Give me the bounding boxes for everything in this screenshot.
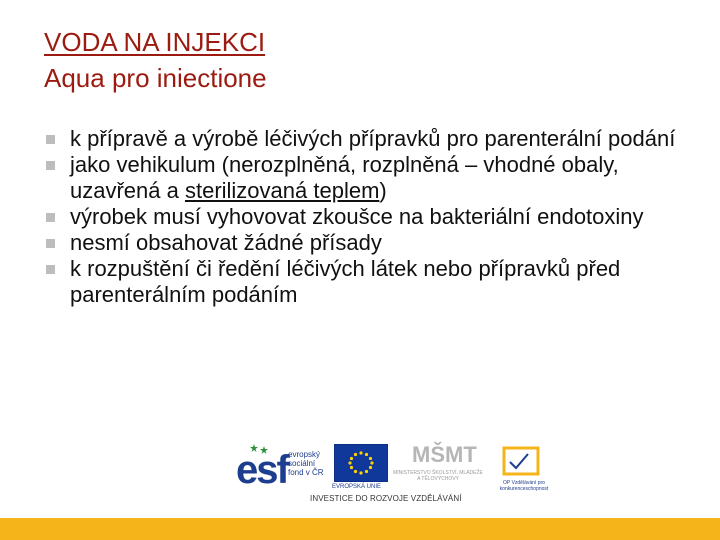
investment-text: INVESTICE DO ROZVOJE VZDĚLÁVÁNÍ: [310, 494, 462, 503]
op-logo: [492, 442, 556, 494]
square-bullet-icon: [46, 161, 55, 170]
underlined-text: sterilizovaná teplem: [184, 178, 380, 203]
slide-subtitle: Aqua pro iniectione: [44, 63, 267, 93]
msmt-text: MINISTERSTVO ŠKOLSTVÍ, MLÁDEŽE A TĚLOVÝCHOVY: [393, 470, 483, 482]
bullet-item: [44, 204, 684, 230]
square-bullet-icon: [46, 239, 55, 248]
eu-flag-logo: [334, 444, 388, 482]
bullet-text: jako vehikulum (nerozplněná, rozplněná – vhodné obaly, uzavřená a: [70, 152, 619, 203]
bullet-list: [44, 126, 684, 308]
square-bullet-icon: [46, 213, 55, 222]
bullet-item: [44, 256, 684, 308]
op-text: OP Vzdělávání pro konkurenceschopnost: [499, 480, 549, 492]
bullet-text: k přípravě a výrobě léčivých přípravků pro parenterální podání: [70, 126, 676, 151]
msmt-mark: MŠMT: [412, 442, 477, 467]
bullet-text-end: ): [379, 178, 387, 203]
square-bullet-icon: [46, 135, 55, 144]
esf-mark: esf: [236, 448, 288, 492]
bullet-text: nesmí obsahovat žádné přísady: [70, 230, 382, 255]
footer-bar: [0, 518, 720, 540]
bullet-item: [44, 230, 684, 256]
eu-stars-icon: [335, 445, 387, 481]
msmt-logo: [392, 442, 484, 486]
esf-text: evropský sociální fond v ČR: [288, 450, 324, 477]
eu-label: EVROPSKÁ UNIE: [332, 484, 382, 490]
bullet-item: [44, 126, 684, 152]
bullet-item: [44, 152, 684, 204]
esf-logo: [236, 444, 328, 496]
bullet-text: k rozpuštění či ředění léčivých látek nebo přípravků před parenterálním podáním: [70, 256, 621, 307]
funding-logos: [236, 440, 556, 510]
square-bullet-icon: [46, 265, 55, 274]
slide-title: VODA NA INJEKCI: [44, 27, 266, 57]
bullet-text: výrobek musí vyhovovat zkoušce na bakteriální endotoxiny: [70, 204, 644, 229]
op-emblem-icon: [492, 442, 556, 478]
